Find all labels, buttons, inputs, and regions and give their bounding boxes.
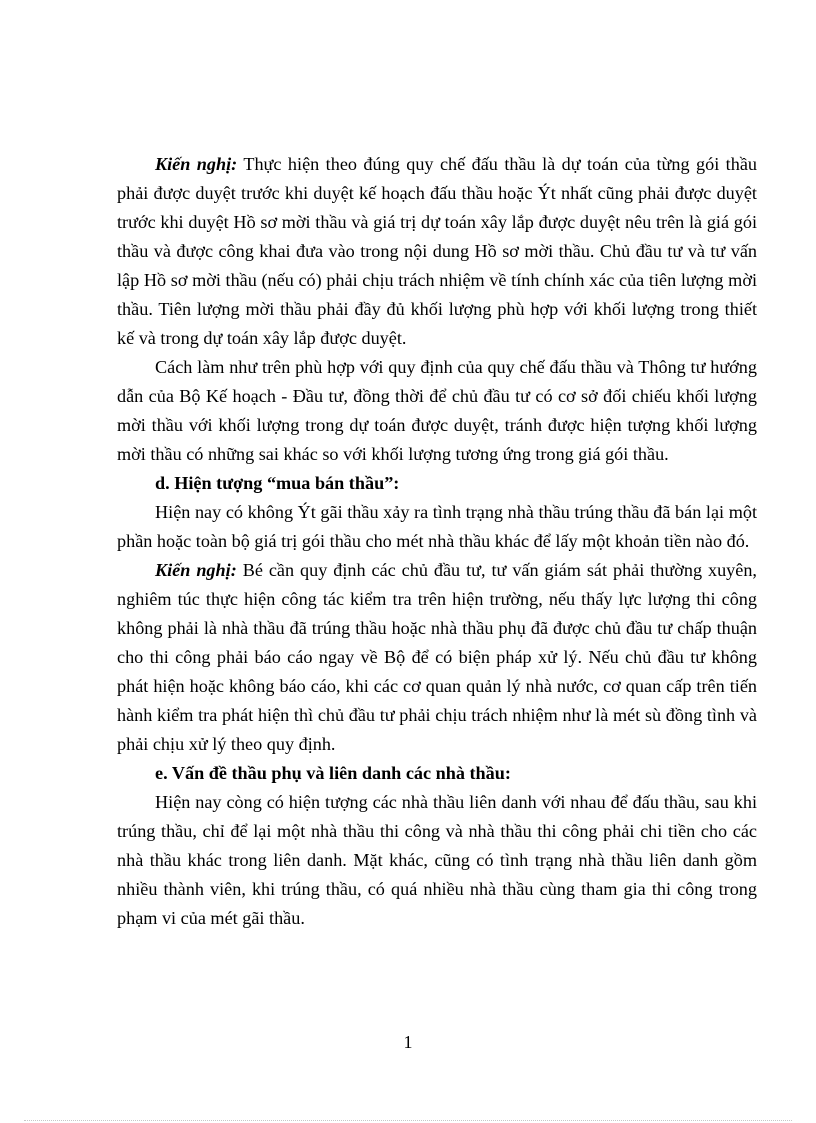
paragraph-recommendation-1 (117, 150, 757, 353)
paragraph-joint-venture: Hiện nay còng có hiện tượng các nhà thầu liên danh với nhau để đấu thầu, sau khi trúng thầu, chỉ để lại một nhà thầu thi công và nhà thầu thi công phải chi tiền cho các nhà thầu khác trong liên danh. Mặt khác, cũng có tình trạng nhà thầu liên danh gồm nhiều thành viên, khi trúng thầu, có quá nhiều nhà thầu cùng tham gia thi công trong phạm vi của mét gãi thầu. (117, 792, 757, 928)
page-number: 1 (403, 1032, 413, 1052)
paragraph-bid-trading: Hiện nay có không Ýt gãi thầu xảy ra tình trạng nhà thầu trúng thầu đã bán lại một phần hoặc toàn bộ giá trị gói thầu cho mét nhà thầu khác để lấy một khoản tiền nào đó. (117, 502, 757, 551)
recommendation-lead: Kiến nghị: (155, 560, 237, 580)
paragraph-recommendation-2 (117, 556, 757, 759)
section-heading-e: e. Vấn đề thầu phụ và liên danh các nhà thầu: (155, 763, 511, 783)
paragraph-method: Cách làm như trên phù hợp với quy định của quy chế đấu thầu và Thông tư hướng dẫn của Bộ Kế hoạch - Đầu tư, đồng thời để chủ đầu tư có cơ sở đối chiếu khối lượng mời thầu với khối lượng trong dự toán được duyệt, tránh được hiện tượng khối lượng mời thầu có những sai khác so với khối lượng tương ứng trong giá gói thầu. (117, 357, 757, 464)
section-heading-d: d. Hiện tượng “mua bán thầu”: (155, 473, 400, 493)
recommendation-text: Bé cần quy định các chủ đầu tư, tư vấn giám sát phải thường xuyên, nghiêm túc thực hiện công tác kiểm tra trên hiện trường, nếu thấy lực lượng thi công không phải là nhà thầu đã trúng thầu hoặc nhà thầu phụ đã được chủ đầu tư chấp thuận cho thi công phải báo cáo ngay về Bộ để có biện pháp xử lý. Nếu chủ đầu tư không phát hiện hoặc không báo cáo, khi các cơ quan quản lý nhà nước, cơ quan cấp trên tiến hành kiểm tra phát hiện thì chủ đầu tư phải chịu trách nhiệm như là mét sù đồng tình và phải chịu xử lý theo quy định. (117, 560, 757, 754)
recommendation-lead: Kiến nghị: (155, 154, 238, 174)
recommendation-text: Thực hiện theo đúng quy chế đấu thầu là dự toán của từng gói thầu phải được duyệt trước khi duyệt kế hoạch đấu thầu hoặc Ýt nhất cũng phải được duyệt trước khi duyệt Hồ sơ mời thầu và giá trị dự toán xây lắp được duyệt nêu trên là giá gói thầu và được công khai đưa vào trong nội dung Hồ sơ mời thầu. Chủ đầu tư và tư vấn lập Hồ sơ mời thầu (nếu có) phải chịu trách nhiệm về tính chính xác của tiên lượng mời thầu. Tiên lượng mời thầu phải đầy đủ khối lượng phù hợp với khối lượng trong thiết kế và trong dự toán xây lắp được duyệt. (117, 154, 757, 348)
body-text (117, 150, 757, 933)
footer-divider (24, 1120, 792, 1121)
